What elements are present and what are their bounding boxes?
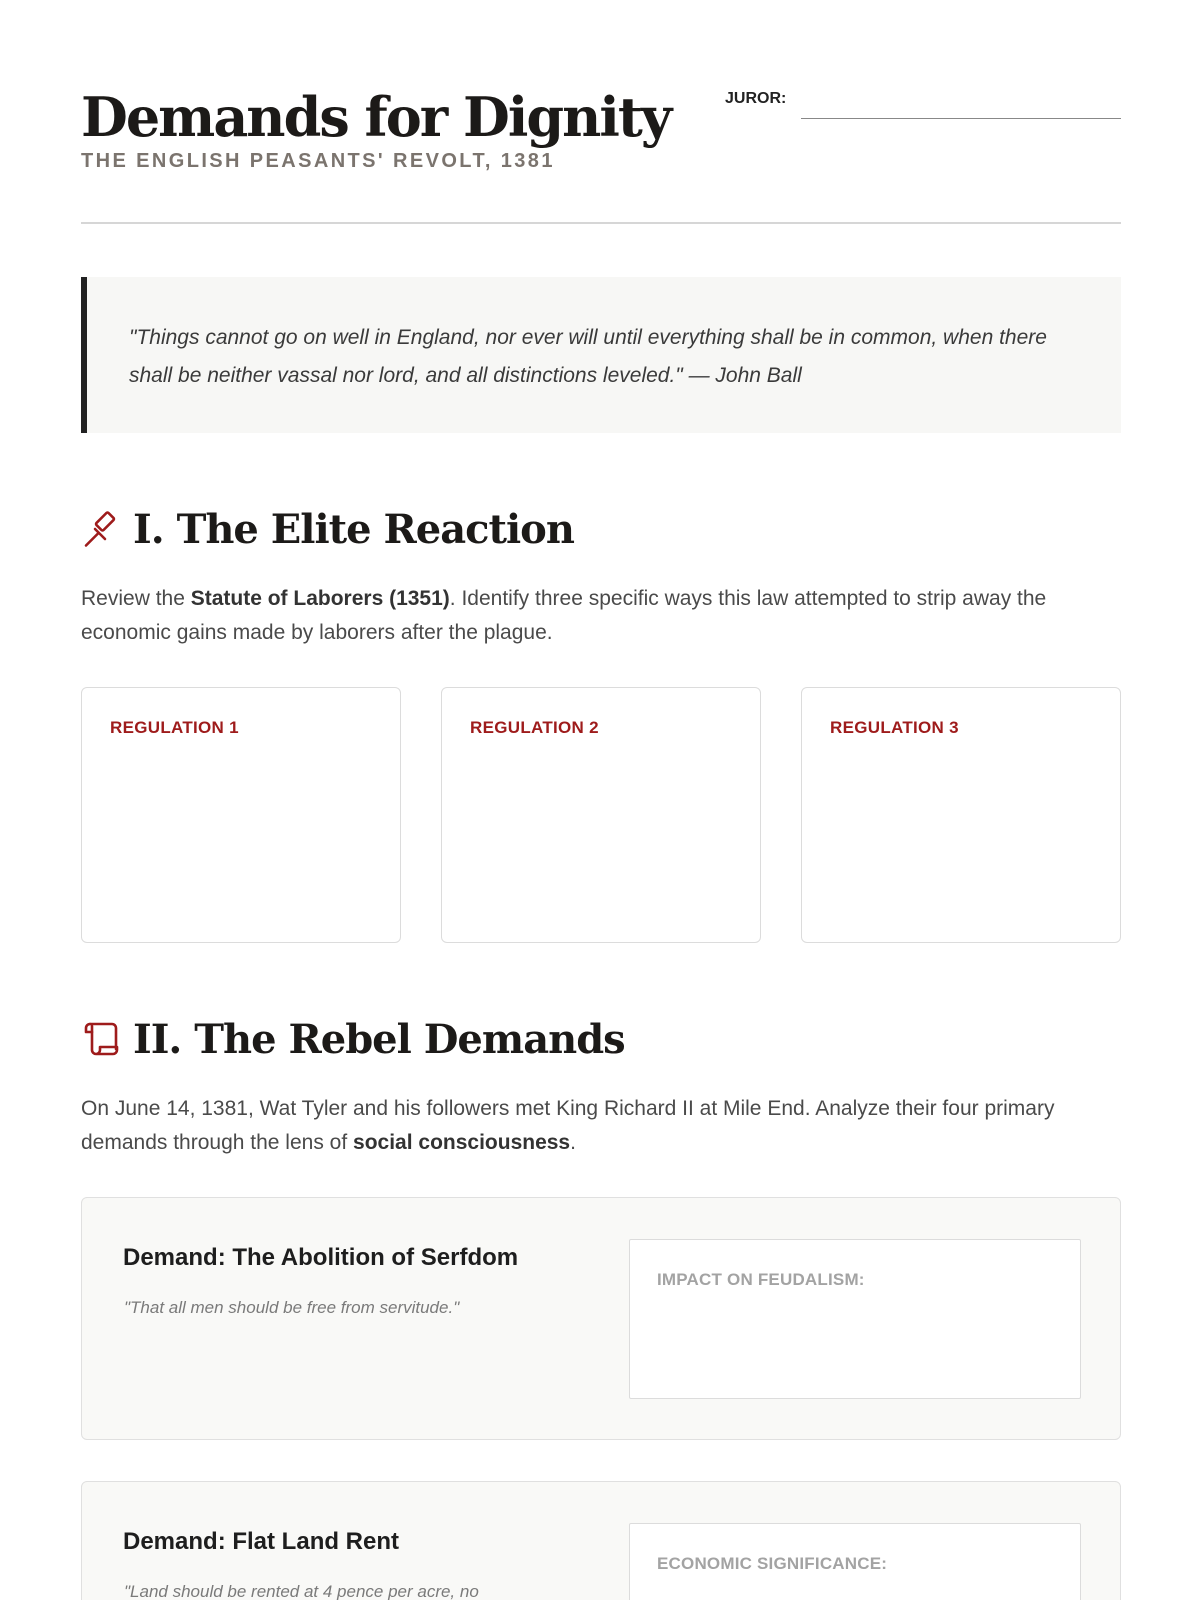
- section-elite-reaction-heading: [81, 504, 574, 554]
- economic-answer-box[interactable]: [629, 1523, 1081, 1600]
- demand-title: Demand: Flat Land Rent: [123, 1528, 400, 1555]
- john-ball-quote: [81, 277, 1121, 433]
- regulation-answer-box[interactable]: [441, 687, 761, 943]
- juror-label: JUROR:: [725, 90, 787, 107]
- section-elite-reaction-intro: [81, 582, 1121, 650]
- section-rebel-demands-intro: [81, 1092, 1121, 1160]
- regulation-label: REGULATION 2: [470, 718, 599, 737]
- statute-name: Statute of Laborers (1351): [190, 587, 450, 610]
- demand-title: Demand: The Abolition of Serfdom: [123, 1244, 519, 1271]
- demand-card: [81, 1481, 1121, 1600]
- page-title: Demands for Dignity: [81, 85, 671, 149]
- answer-label: IMPACT ON FEUDALISM:: [657, 1270, 865, 1289]
- quote-text: "Things cannot go on well in England, nor ever will until everything shall be in common, when there shall be neither vassal nor lord, and all distinctions leveled." — John Ball: [129, 326, 1047, 387]
- gavel-icon: [81, 509, 121, 549]
- juror-name-field[interactable]: [801, 118, 1121, 119]
- regulation-label: REGULATION 1: [110, 718, 239, 737]
- demand-card: [81, 1197, 1121, 1440]
- worksheet-header: [81, 82, 1121, 224]
- impact-answer-box[interactable]: [629, 1239, 1081, 1399]
- regulation-answer-box[interactable]: [81, 687, 401, 943]
- social-consciousness-term: social consciousness: [353, 1131, 571, 1154]
- section-title: I. The Elite Reaction: [133, 505, 574, 553]
- answer-label: ECONOMIC SIGNIFICANCE:: [657, 1554, 888, 1573]
- page-subtitle: THE ENGLISH PEASANTS' REVOLT, 1381: [81, 150, 555, 172]
- regulation-boxes: [81, 687, 1121, 943]
- regulation-answer-box[interactable]: [801, 687, 1121, 943]
- demand-quote: "Land should be rented at 4 pence per acre, no: [124, 1582, 479, 1600]
- intro-text-cont: .: [570, 1131, 576, 1154]
- scroll-icon: [81, 1019, 121, 1059]
- demand-quote: "That all men should be free from servitude.": [124, 1298, 460, 1317]
- regulation-label: REGULATION 3: [830, 718, 959, 737]
- section-title: II. The Rebel Demands: [133, 1015, 625, 1063]
- intro-text: Review the: [81, 587, 191, 610]
- section-rebel-demands-heading: [81, 1014, 625, 1064]
- intro-text: On June 14, 1381, Wat Tyler and his followers met King Richard II at Mile End. Analyze their four primary demands through the lens of: [81, 1097, 1055, 1154]
- intro-text-cont: . Identify three specific ways this law attempted to strip away the economic gains made by laborers after the plague.: [81, 587, 1047, 644]
